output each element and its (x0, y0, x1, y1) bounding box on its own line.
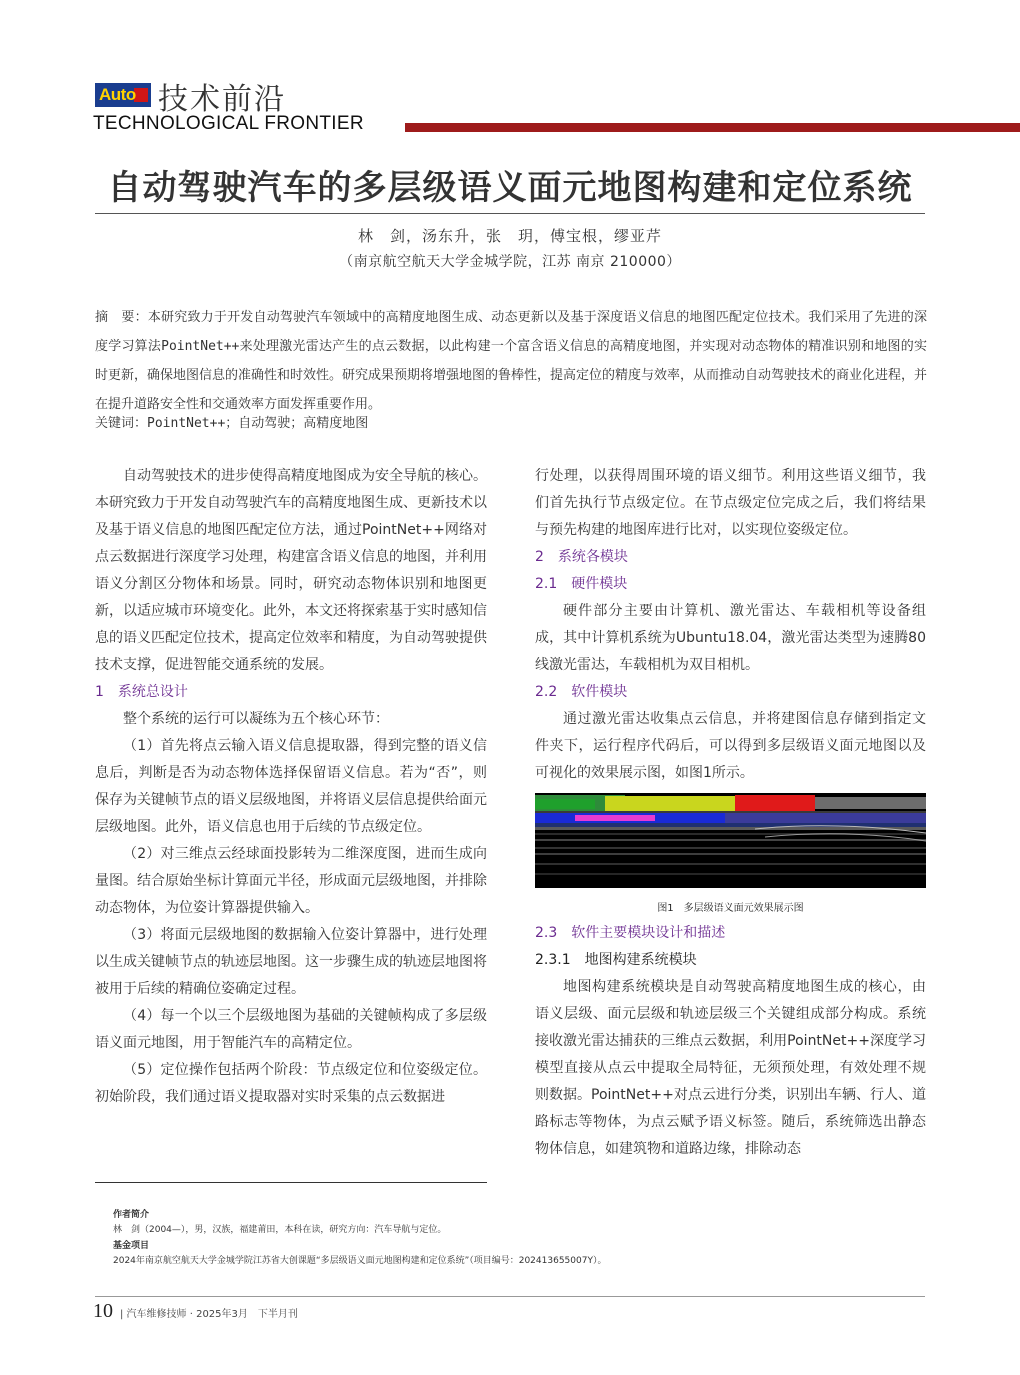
paragraph: （5）定位操作包括两个阶段：节点级定位和位姿级定位。初始阶段，我们通过语义提取器对实时采集的点云数据进 (95, 1062, 487, 1105)
point-cloud-map-picture (535, 793, 926, 888)
left-column (95, 463, 487, 1111)
footer-divider (95, 1296, 925, 1297)
paragraph: 行处理，以获得周围环境的语义细节。利用这些语义细节，我们首先执行节点级定位。在节点级定位完成之后，我们将结果与预先构建的地图库进行比对，以实现位姿级定位。 (535, 468, 926, 538)
paragraph: 整个系统的运行可以凝练为五个核心环节： (123, 711, 389, 727)
heading-2-1: 2.1 硬件模块 (535, 576, 628, 592)
heading-2-3: 2.3 软件主要模块设计和描述 (535, 925, 726, 941)
page-number: 10 (93, 1300, 113, 1322)
logo-red-square (134, 88, 148, 102)
header-bar (405, 123, 1020, 132)
section-title: 技术前沿 (158, 82, 286, 117)
keywords-text: PointNet++；自动驾驶；高精度地图 (147, 416, 369, 431)
abstract-label: 摘 要： (95, 310, 148, 325)
author-bio-label: 作者简介 (113, 1210, 150, 1220)
logo-text: Auto (99, 85, 136, 104)
paragraph: 通过激光雷达收集点云信息，并将建图信息存储到指定文件夹下，运行程序代码后，可以得到多层级语义面元地图以及可视化的效果展示图，如图1所示。 (535, 711, 926, 781)
keywords (95, 412, 927, 431)
footnote-divider (95, 1182, 487, 1183)
paragraph: 地图构建系统模块是自动驾驶高精度地图生成的核心，由语义层级、面元层级和轨迹层级三个关键组成部分构成。系统接收激光雷达捕获的三维点云数据，利用PointNet++深度学习模型直接从点云中提取全局特征，无须预处理，有效处理不规则数据。PointNet++对点云进行分类，识别出车辆、行人、道路标志等物体，为点云赋予语义标签。随后，系统筛选出静态物体信息，如建筑物和道路边缘，排除动态 (535, 979, 926, 1157)
fund-text: 2024年南京航空航天大学金城学院江苏省大创课题“多层级语义面元地图构建和定位系统”（项目编号：202413655007Y）。 (113, 1256, 607, 1266)
heading-2-2: 2.2 软件模块 (535, 684, 628, 700)
intro-paragraph: 自动驾驶技术的进步使得高精度地图成为安全导航的核心。本研究致力于开发自动驾驶汽车的高精度地图生成、更新技术以及基于语义信息的地图匹配定位方法，通过PointNet++网络对点云数据进行深度学习处理，构建富含语义信息的地图，并利用语义分割区分物体和场景。同时，研究动态物体识别和地图更新，以适应城市环境变化。此外，本文还将探索基于实时感知信息的语义匹配定位技术，提高定位效率和精度，为自动驾驶提供技术支撑，促进智能交通系统的发展。 (95, 468, 487, 673)
article-affiliation: （南京航空航天大学金城学院，江苏 南京 210000） (339, 254, 681, 270)
figure-1-image (535, 793, 926, 888)
heading-2: 2 系统各模块 (535, 549, 628, 565)
right-column-top (535, 463, 926, 787)
fund-label: 基金项目 (113, 1241, 150, 1251)
paragraph: （2）对三维点云经球面投影转为二维深度图，进而生成向量图。结合原始坐标计算面元半径，形成面元层级地图，并排除动态物体，为位姿计算器提供输入。 (95, 846, 487, 916)
right-column-bottom (535, 920, 926, 1163)
paragraph: （4）每一个以三个层级地图为基础的关键帧构成了多层级语义面元地图，用于智能汽车的高精定位。 (95, 1008, 487, 1051)
abstract (95, 303, 927, 419)
keywords-label: 关键词： (95, 416, 148, 431)
journal-info: | 汽车维修技师 · 2025年3月 下半月刊 (120, 1309, 298, 1320)
paragraph: 硬件部分主要由计算机、激光雷达、车载相机等设备组成，其中计算机系统为Ubuntu18.04，激光雷达类型为速腾80线激光雷达，车载相机为双目相机。 (535, 603, 926, 673)
figure-1-caption: 图1 多层级语义面元效果展示图 (657, 903, 804, 914)
title-divider (95, 213, 925, 214)
paragraph: （1）首先将点云输入语义信息提取器，得到完整的语义信息后，判断是否为动态物体选择保留语义信息。若为“否”，则保存为关键帧节点的语义层级地图，并将语义层信息提供给面元层级地图。此外，语义信息也用于后续的节点级定位。 (95, 738, 487, 835)
paragraph: （3）将面元层级地图的数据输入位姿计算器中，进行处理以生成关键帧节点的轨迹层地图。这一步骤生成的轨迹层地图将被用于后续的精确位姿确定过程。 (95, 927, 487, 997)
journal-logo (95, 83, 151, 107)
heading-1: 1 系统总设计 (95, 684, 188, 700)
heading-2-3-1: 2.3.1 地图构建系统模块 (535, 952, 697, 968)
author-bio-text: 林 剑（2004—），男，汉族，福建莆田，本科在读，研究方向：汽车导航与定位。 (113, 1225, 447, 1235)
abstract-text: 本研究致力于开发自动驾驶汽车领域中的高精度地图生成、动态更新以及基于深度语义信息的地图匹配定位技术。我们采用了先进的深度学习算法PointNet++来处理激光雷达产生的点云数据，以此构建一个富含语义信息的高精度地图，并实现对动态物体的精准识别和地图的实时更新，确保地图信息的准确性和时效性。研究成果预期将增强地图的鲁棒性，提高定位的精度与效率，从而推动自动驾驶技术的商业化进程，并在提升道路安全性和交通效率方面发挥重要作用。 (95, 310, 928, 412)
article-authors: 林 剑，汤东升，张 玥，傅宝根，缪亚芹 (357, 227, 662, 245)
section-subtitle: TECHNOLOGICAL FRONTIER (93, 113, 364, 134)
article-title: 自动驾驶汽车的多层级语义面元地图构建和定位系统 (107, 168, 913, 208)
